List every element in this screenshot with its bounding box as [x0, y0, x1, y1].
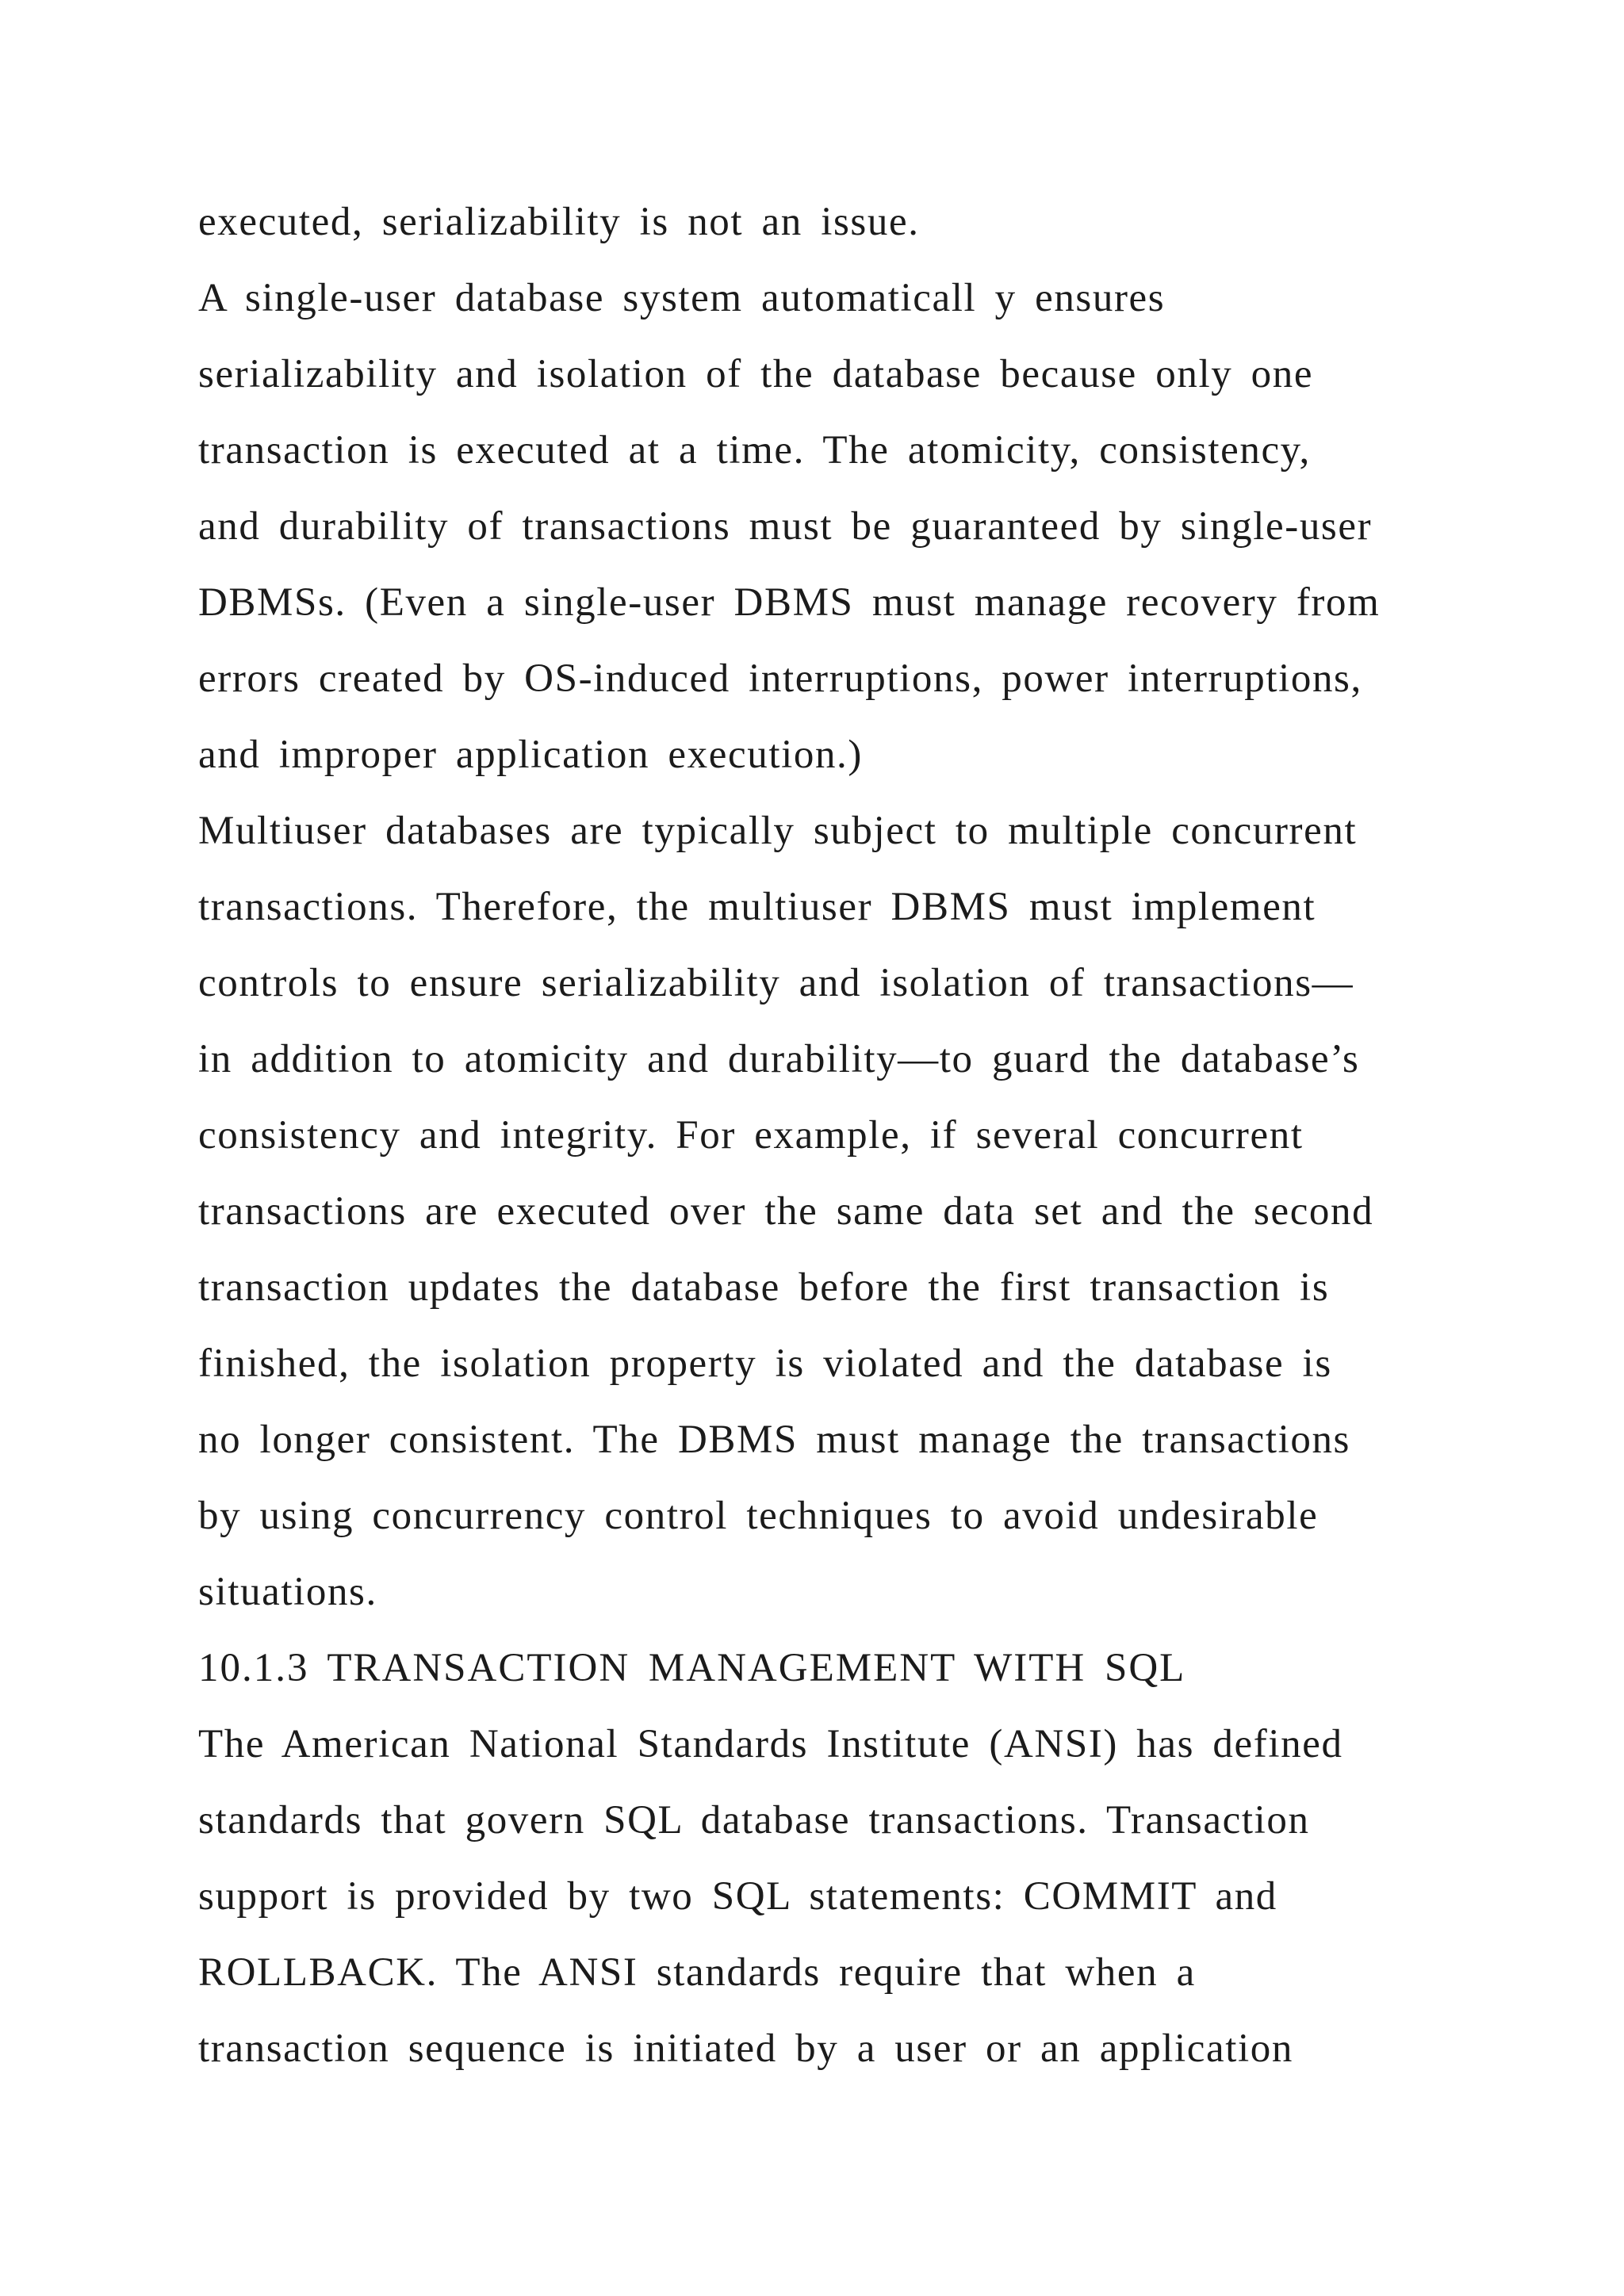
text-line: DBMSs. (Even a single-user DBMS must manage recovery from: [198, 580, 1381, 625]
text-line: The American National Standards Institute (ANSI) has defined: [198, 1722, 1343, 1766]
text-line: finished, the isolation property is violated and the database is: [198, 1341, 1332, 1386]
text-line: situations.: [198, 1570, 377, 1614]
text-line: and durability of transactions must be guaranteed by single-user: [198, 504, 1373, 549]
text-line: no longer consistent. The DBMS must manage the transactions: [198, 1418, 1351, 1462]
text-line: errors created by OS-induced interruptions, power interruptions,: [198, 656, 1362, 701]
text-line: transaction is executed at a time. The atomicity, consistency,: [198, 428, 1311, 473]
text-line: transaction updates the database before the first transaction is: [198, 1265, 1330, 1310]
text-line: in addition to atomicity and durability—to guard the database’s: [198, 1037, 1360, 1081]
text-line: transaction sequence is initiated by a user or an application: [198, 2026, 1293, 2071]
text-line: consistency and integrity. For example, if several concurrent: [198, 1113, 1304, 1158]
text-line: A single-user database system automaticall y ensures: [198, 276, 1166, 320]
text-line: ROLLBACK. The ANSI standards require that when a: [198, 1950, 1196, 1995]
text-line: standards that govern SQL database transactions. Transaction: [198, 1798, 1310, 1843]
text-line: executed, serializability is not an issue.: [198, 200, 920, 244]
text-line: and improper application execution.): [198, 733, 863, 777]
section-heading: 10.1.3 TRANSACTION MANAGEMENT WITH SQL: [198, 1646, 1186, 1690]
text-line: controls to ensure serializability and isolation of transactions—: [198, 961, 1354, 1005]
text-line: transactions. Therefore, the multiuser DBMS must implement: [198, 885, 1316, 929]
text-line: transactions are executed over the same data set and the second: [198, 1189, 1374, 1234]
text-line: serializability and isolation of the database because only one: [198, 352, 1314, 396]
text-line: support is provided by two SQL statements: COMMIT and: [198, 1874, 1277, 1919]
text-line: Multiuser databases are typically subject to multiple concurrent: [198, 809, 1358, 853]
text-line: by using concurrency control techniques to avoid undesirable: [198, 1494, 1319, 1538]
